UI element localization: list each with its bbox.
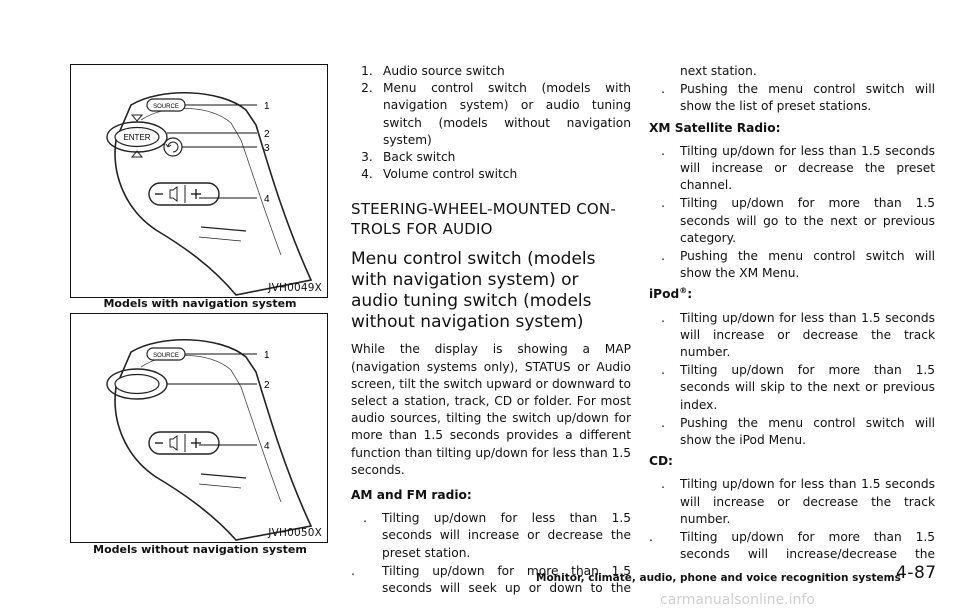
subsection-heading: Menu control switch (models with navigation system) or audio tuning switch (models without navigation system): [351, 249, 596, 333]
bullet-text: Tilting up/down for more than 1.5 seconds will go to the next or previous category.: [680, 196, 935, 245]
bullet-text: Tilting up/down for less than 1.5 seconds will increase or decrease the track number.: [680, 310, 935, 360]
bullet-text: Tilting up/down for more than 1.5 seconds will increase/decrease the: [680, 530, 935, 562]
list-item: [649, 529, 935, 563]
button-source-label: SOURCE: [153, 353, 179, 359]
ipod-title-text: iPod: [649, 287, 680, 302]
list-item-continued: [649, 63, 935, 80]
bullet-text: Tilting up/down for more than 1.5 seconds will seek up or down to the: [382, 563, 631, 596]
callout-1: 1: [264, 350, 270, 361]
text-column-right: [649, 63, 935, 564]
xm-title: XM Satellite Radio:: [649, 120, 781, 135]
list-item: [351, 510, 631, 562]
bullet-icon: .: [661, 82, 665, 97]
bullet-text: Tilting up/down for less than 1.5 seconds will increase or decrease the preset station.: [382, 511, 631, 560]
bullet-icon: .: [351, 563, 355, 578]
list-item: [649, 195, 935, 247]
list-number: 1.: [361, 64, 373, 78]
body-paragraph: While the display is showing a MAP (navigation systems only), STATUS or Audio screen, tilt the switch upward or downward to select a station, track, CD or folder. For most audio sources, tilting the switch up/down for more than 1.5 seconds provides a different function than tilting up/down for less than 1.5 seconds.: [351, 342, 631, 477]
figure-code: JVH0049X: [268, 282, 322, 294]
figure-caption-no-navigation: Models without navigation system: [93, 543, 307, 556]
cd-title: CD:: [649, 454, 673, 469]
list-item: [351, 166, 631, 183]
bullet-text: Tilting up/down for less than 1.5 seconds will increase or decrease the track number.: [680, 477, 935, 526]
list-item: [649, 310, 935, 362]
bullet-icon: .: [661, 477, 665, 492]
callout-2: 2: [264, 380, 270, 391]
bullet-text: Pushing the menu control switch will show the XM Menu.: [680, 249, 935, 281]
button-source-label: SOURCE: [153, 104, 179, 110]
list-item: [351, 80, 631, 149]
figure-no-navigation: [70, 313, 328, 543]
list-item: [649, 362, 935, 414]
bullet-text: Pushing the menu control switch will show the iPod Menu.: [680, 415, 935, 448]
figure-navigation: [70, 64, 328, 298]
button-enter-label: ENTER: [123, 133, 151, 142]
ipod-title-colon: :: [687, 287, 693, 302]
am-fm-title: AM and FM radio:: [351, 488, 472, 503]
section-heading: STEERING-WHEEL-MOUNTED CON-TROLS FOR AUDIO: [351, 200, 616, 239]
callout-3: 3: [264, 143, 270, 154]
list-number: 4.: [361, 167, 373, 182]
bullet-text: Pushing the menu control switch will show the list of preset stations.: [680, 82, 935, 114]
bullet-icon: .: [661, 196, 665, 211]
list-item: [351, 63, 631, 80]
list-text: Menu control switch (models with navigation system) or audio tuning switch (models without navigation system): [383, 81, 631, 147]
bullet-text: Tilting up/down for more than 1.5 seconds will skip to the next or previous index.: [680, 363, 935, 412]
steering-wheel-switch-illustration: [71, 314, 327, 542]
callout-1: 1: [264, 101, 270, 112]
text-column-middle: [351, 63, 631, 598]
callout-2: 2: [264, 129, 270, 140]
list-text: Volume control switch: [383, 167, 518, 182]
list-number: 2.: [361, 81, 373, 96]
list-item: [649, 143, 935, 195]
bullet-icon: .: [649, 530, 653, 545]
bullet-text: next station.: [680, 64, 757, 78]
bullet-icon: .: [661, 310, 665, 325]
ipod-title: [649, 286, 935, 303]
steering-wheel-switch-illustration: [71, 65, 327, 297]
bullet-icon: .: [661, 363, 665, 378]
list-item: [649, 415, 935, 449]
bullet-icon: .: [363, 511, 367, 526]
bullet-icon: .: [661, 249, 665, 264]
figure-caption-navigation: Models with navigation system: [103, 297, 297, 310]
registered-mark: ®: [679, 286, 688, 296]
callout-4: 4: [264, 194, 270, 205]
page-number: 4-87: [896, 563, 937, 583]
list-number: 3.: [361, 150, 373, 165]
figure-code: JVH0050X: [268, 527, 322, 539]
list-item: [649, 476, 935, 528]
list-item: [649, 81, 935, 115]
list-text: Back switch: [383, 150, 456, 165]
callout-4: 4: [264, 441, 270, 452]
list-text: Audio source switch: [383, 64, 505, 78]
bullet-icon: .: [661, 143, 665, 158]
list-item: [351, 149, 631, 166]
bullet-text: Tilting up/down for less than 1.5 seconds will increase or decrease the preset channel.: [680, 143, 935, 193]
list-item: [649, 248, 935, 282]
watermark: carmanualsonline.info: [660, 592, 815, 608]
footer-section-title: Monitor, climate, audio, phone and voice recognition systems: [536, 572, 901, 584]
bullet-icon: .: [661, 415, 665, 430]
